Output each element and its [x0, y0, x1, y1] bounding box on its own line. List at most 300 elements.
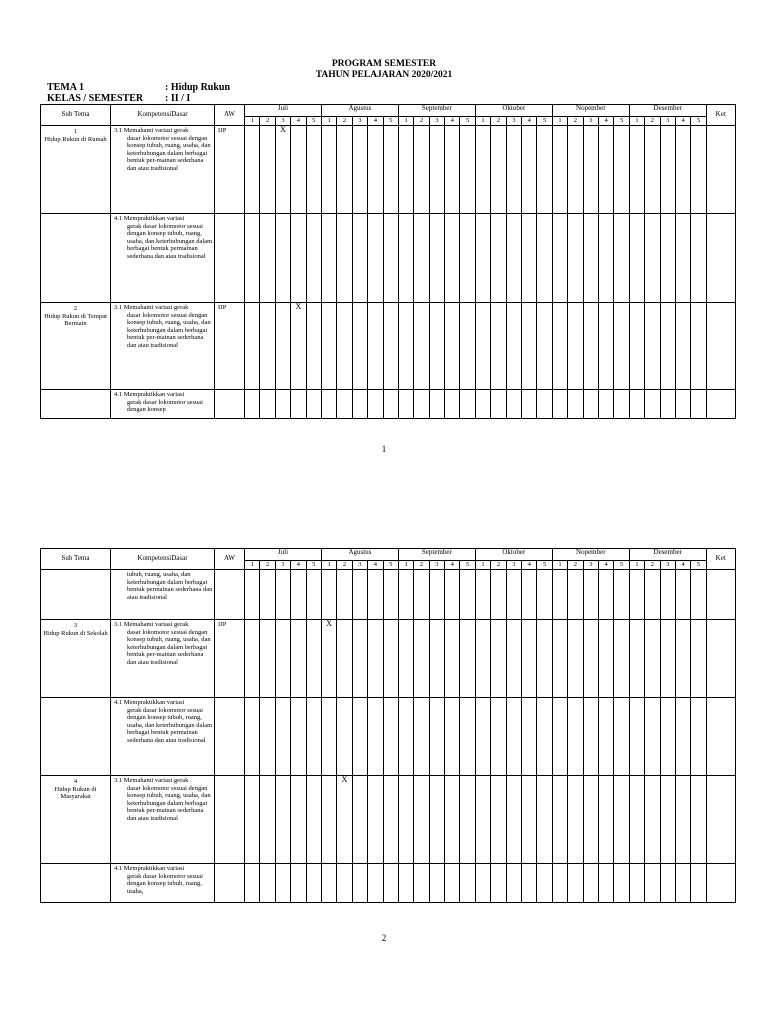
schedule-cell: [491, 303, 506, 390]
document-year: TAHUN PELAJARAN 2020/2021: [315, 70, 453, 80]
week-header: 2: [337, 117, 352, 126]
week-header: 4: [445, 117, 460, 126]
document-title: PROGRAM SEMESTER: [331, 59, 437, 69]
schedule-cell: [429, 126, 444, 214]
week-header: 3: [660, 561, 675, 570]
schedule-cell: [398, 126, 413, 214]
schedule-cell: [552, 214, 567, 303]
schedule-cell: [522, 214, 537, 303]
schedule-cell: [629, 776, 644, 864]
schedule-mark: X: [275, 126, 290, 214]
month-header: Agustus: [321, 549, 398, 561]
sub-tema-number: 4: [73, 778, 78, 785]
schedule-cell: [245, 390, 260, 419]
schedule-cell: [383, 698, 398, 776]
schedule-cell: [583, 390, 598, 419]
schedule-cell: [245, 303, 260, 390]
schedule-cell: [260, 620, 275, 698]
aw-cell: IJP: [215, 126, 245, 214]
schedule-cell: [491, 390, 506, 419]
schedule-cell: [506, 864, 521, 903]
schedule-cell: [475, 864, 490, 903]
schedule-cell: [660, 698, 675, 776]
sub-tema-cell: [41, 864, 111, 903]
week-header: 3: [352, 117, 367, 126]
schedule-cell: [245, 620, 260, 698]
schedule-cell: [691, 620, 706, 698]
week-header: 1: [475, 117, 490, 126]
schedule-cell: [506, 126, 521, 214]
schedule-cell: [414, 214, 429, 303]
aw-cell: [215, 864, 245, 903]
kompetensi-cell: [111, 776, 215, 864]
week-header: 4: [445, 561, 460, 570]
sub-tema-cell: [41, 776, 111, 864]
week-header: 3: [506, 117, 521, 126]
schedule-cell: [460, 864, 475, 903]
kompetensi-cell: [111, 214, 215, 303]
schedule-cell: [291, 698, 306, 776]
week-header: 4: [522, 117, 537, 126]
schedule-cell: [537, 698, 552, 776]
week-header: 3: [506, 561, 521, 570]
schedule-cell: [321, 570, 336, 620]
week-header: 3: [275, 117, 290, 126]
week-header: 2: [645, 561, 660, 570]
schedule-cell: [537, 390, 552, 419]
kd-description: dasar lokomotor sesuai dengan konsep tubuh, ruang, usaha, dan keterhubungan dalam berbagai bentuk per-mainan sederhana dan atau tradisional: [127, 134, 211, 172]
schedule-cell: [629, 303, 644, 390]
schedule-cell: [383, 126, 398, 214]
schedule-cell: [475, 570, 490, 620]
col-ket: Ket: [706, 105, 735, 126]
month-header: Desember: [629, 549, 706, 561]
schedule-cell: [598, 570, 613, 620]
schedule-cell: [352, 303, 367, 390]
schedule-cell: [337, 698, 352, 776]
schedule-mark: X: [321, 620, 336, 698]
ket-cell: [706, 390, 735, 419]
schedule-cell: [306, 214, 321, 303]
schedule-cell: [475, 620, 490, 698]
schedule-cell: [645, 126, 660, 214]
week-header: 1: [398, 561, 413, 570]
schedule-cell: [537, 864, 552, 903]
schedule-cell: [537, 126, 552, 214]
schedule-cell: [245, 570, 260, 620]
schedule-cell: [245, 864, 260, 903]
schedule-cell: [537, 570, 552, 620]
table-row: [41, 776, 736, 864]
week-header: 4: [675, 117, 690, 126]
schedule-cell: [491, 864, 506, 903]
kd-code: 3.1 Memahami variasi gerak: [114, 621, 189, 628]
kd-code: 3.1 Memahami variasi gerak: [114, 777, 189, 784]
schedule-cell: [491, 776, 506, 864]
schedule-cell: [475, 390, 490, 419]
schedule-cell: [460, 214, 475, 303]
schedule-cell: [475, 698, 490, 776]
sub-tema-cell: [41, 214, 111, 303]
schedule-cell: [675, 390, 690, 419]
schedule-cell: [368, 126, 383, 214]
week-header: 1: [475, 561, 490, 570]
week-header: 5: [306, 117, 321, 126]
schedule-cell: [506, 390, 521, 419]
sub-tema-cell: [41, 698, 111, 776]
col-sub-tema: Sub Tema: [41, 549, 111, 570]
kompetensi-cell: [111, 620, 215, 698]
schedule-cell: [306, 864, 321, 903]
schedule-cell: [291, 776, 306, 864]
kd-code: 4.1 Mempraktikkan variasi: [114, 865, 185, 872]
schedule-cell: [383, 303, 398, 390]
month-header: Juli: [245, 549, 322, 561]
schedule-cell: [629, 864, 644, 903]
schedule-cell: [414, 698, 429, 776]
schedule-cell: [645, 620, 660, 698]
kd-description: dasar lokomotor sesuai dengan konsep tubuh, ruang, usaha, dan keterhubungan dalam berbagai bentuk per-mainan sederhana dan atau tradisional: [127, 311, 211, 349]
week-header: 5: [691, 117, 706, 126]
schedule-cell: [660, 303, 675, 390]
ket-cell: [706, 864, 735, 903]
schedule-cell: [598, 390, 613, 419]
schedule-cell: [522, 864, 537, 903]
schedule-cell: [675, 776, 690, 864]
week-header: 4: [368, 561, 383, 570]
schedule-cell: [260, 570, 275, 620]
schedule-cell: [275, 698, 290, 776]
schedule-cell: [383, 390, 398, 419]
schedule-cell: [398, 570, 413, 620]
schedule-cell: [306, 390, 321, 419]
table-row: [41, 570, 736, 620]
schedule-cell: [691, 214, 706, 303]
aw-cell: [215, 214, 245, 303]
schedule-cell: [275, 303, 290, 390]
schedule-cell: [537, 303, 552, 390]
schedule-cell: [614, 776, 629, 864]
schedule-cell: [306, 303, 321, 390]
schedule-cell: [691, 776, 706, 864]
schedule-cell: [275, 864, 290, 903]
week-header: 5: [383, 561, 398, 570]
schedule-cell: [429, 570, 444, 620]
schedule-cell: [629, 698, 644, 776]
schedule-cell: [660, 214, 675, 303]
week-header: 5: [460, 117, 475, 126]
schedule-cell: [337, 214, 352, 303]
col-aw: AW: [215, 549, 245, 570]
schedule-cell: [675, 620, 690, 698]
schedule-cell: [691, 570, 706, 620]
aw-cell: [215, 776, 245, 864]
schedule-cell: [368, 864, 383, 903]
schedule-cell: [598, 620, 613, 698]
sub-tema-cell: [41, 620, 111, 698]
schedule-cell: [445, 214, 460, 303]
kd-code: 3.1 Memahami variasi gerak: [114, 127, 189, 134]
schedule-cell: [522, 126, 537, 214]
schedule-cell: [398, 390, 413, 419]
ket-cell: [706, 776, 735, 864]
kd-code: 3.1 Memahami variasi gerak: [114, 304, 189, 311]
schedule-cell: [352, 390, 367, 419]
schedule-cell: [614, 214, 629, 303]
ket-cell: [706, 303, 735, 390]
kompetensi-cell: [111, 126, 215, 214]
kd-description: gerak dasar lokomotor sesuai dengan konsep: [127, 398, 203, 414]
schedule-cell: [337, 570, 352, 620]
schedule-cell: [429, 620, 444, 698]
schedule-cell: [429, 390, 444, 419]
tema-value: : Hidup Rukun: [165, 82, 231, 93]
week-header: 1: [321, 561, 336, 570]
week-header: 4: [598, 561, 613, 570]
col-sub-tema: Sub Tema: [41, 105, 111, 126]
schedule-cell: [368, 390, 383, 419]
col-kompetensi: KompetensiDasar: [111, 549, 215, 570]
schedule-cell: [291, 620, 306, 698]
table-row: [41, 214, 736, 303]
schedule-cell: [291, 570, 306, 620]
schedule-cell: [614, 126, 629, 214]
schedule-cell: [614, 620, 629, 698]
sub-tema-number: 1: [73, 128, 78, 135]
week-header: 1: [552, 561, 567, 570]
schedule-cell: [414, 864, 429, 903]
col-kompetensi: KompetensiDasar: [111, 105, 215, 126]
schedule-cell: [398, 698, 413, 776]
week-header: 5: [537, 561, 552, 570]
schedule-cell: [629, 214, 644, 303]
aw-cell: [215, 698, 245, 776]
schedule-cell: [337, 390, 352, 419]
schedule-cell: [522, 776, 537, 864]
schedule-cell: [475, 214, 490, 303]
aw-cell: [215, 390, 245, 419]
schedule-cell: [445, 303, 460, 390]
week-header: 1: [398, 117, 413, 126]
week-header: 4: [368, 117, 383, 126]
schedule-cell: [368, 776, 383, 864]
week-header: 4: [675, 561, 690, 570]
schedule-cell: [337, 620, 352, 698]
kelas-value: : II / I: [165, 93, 191, 104]
schedule-cell: [629, 570, 644, 620]
schedule-cell: [383, 620, 398, 698]
ket-cell: [706, 214, 735, 303]
schedule-cell: [506, 698, 521, 776]
schedule-cell: [598, 126, 613, 214]
week-header: 5: [691, 561, 706, 570]
schedule-cell: [691, 303, 706, 390]
kd-description: gerak dasar lokomotor sesuai dengan konsep tubuh, ruang, usaha,: [127, 872, 203, 895]
week-header: 2: [568, 117, 583, 126]
schedule-cell: [660, 390, 675, 419]
week-header: 2: [414, 117, 429, 126]
schedule-cell: [460, 620, 475, 698]
schedule-cell: [475, 303, 490, 390]
schedule-cell: [429, 698, 444, 776]
schedule-cell: [260, 214, 275, 303]
schedule-cell: [306, 126, 321, 214]
schedule-cell: [506, 214, 521, 303]
schedule-cell: [537, 214, 552, 303]
schedule-cell: [645, 864, 660, 903]
schedule-cell: [660, 126, 675, 214]
kd-description: tubuh, ruang, usaha, dan keterhubungan dalam berbagai bentuk permainan sederhana dan atau tradisional: [127, 571, 213, 601]
week-header: 2: [491, 117, 506, 126]
kompetensi-cell: [111, 570, 215, 620]
ket-cell: [706, 570, 735, 620]
table-row: [41, 126, 736, 214]
schedule-cell: [414, 570, 429, 620]
schedule-cell: [291, 390, 306, 419]
schedule-cell: [260, 698, 275, 776]
schedule-cell: [660, 570, 675, 620]
schedule-cell: [414, 303, 429, 390]
schedule-cell: [260, 776, 275, 864]
schedule-cell: [583, 864, 598, 903]
page-number: 2: [381, 933, 387, 943]
schedule-cell: [691, 390, 706, 419]
kompetensi-cell: [111, 698, 215, 776]
week-header: 5: [614, 561, 629, 570]
schedule-cell: [675, 570, 690, 620]
schedule-cell: [537, 620, 552, 698]
schedule-cell: [245, 698, 260, 776]
schedule-cell: [552, 864, 567, 903]
schedule-cell: [383, 570, 398, 620]
schedule-cell: [614, 864, 629, 903]
week-header: 4: [291, 561, 306, 570]
schedule-cell: [598, 303, 613, 390]
schedule-cell: [598, 776, 613, 864]
schedule-cell: [506, 570, 521, 620]
schedule-cell: [245, 214, 260, 303]
sub-tema-name: Hidup Rukun di Tempat Bermain: [44, 312, 107, 328]
table-row: [41, 303, 736, 390]
aw-cell: [215, 570, 245, 620]
kompetensi-cell: [111, 303, 215, 390]
schedule-cell: [368, 570, 383, 620]
week-header: 4: [291, 117, 306, 126]
schedule-cell: [429, 214, 444, 303]
schedule-cell: [552, 126, 567, 214]
schedule-cell: [398, 620, 413, 698]
schedule-cell: [368, 620, 383, 698]
schedule-cell: [383, 776, 398, 864]
schedule-cell: [568, 864, 583, 903]
aw-cell: IJP: [215, 303, 245, 390]
schedule-cell: [583, 214, 598, 303]
schedule-mark: X: [291, 303, 306, 390]
schedule-cell: [321, 126, 336, 214]
schedule-cell: [691, 126, 706, 214]
schedule-cell: [429, 303, 444, 390]
schedule-cell: [460, 776, 475, 864]
week-header: 1: [629, 117, 644, 126]
schedule-cell: [583, 620, 598, 698]
schedule-cell: [321, 390, 336, 419]
schedule-cell: [645, 214, 660, 303]
schedule-cell: [414, 620, 429, 698]
schedule-cell: [552, 303, 567, 390]
schedule-cell: [306, 570, 321, 620]
schedule-cell: [352, 214, 367, 303]
schedule-cell: [383, 214, 398, 303]
schedule-cell: [491, 698, 506, 776]
schedule-cell: [675, 303, 690, 390]
schedule-cell: [598, 698, 613, 776]
month-header: Agustus: [321, 105, 398, 117]
kd-code: 4.1 Mempraktikkan variasi: [114, 699, 185, 706]
schedule-cell: [552, 776, 567, 864]
schedule-cell: [352, 864, 367, 903]
col-aw: AW: [215, 105, 245, 126]
schedule-cell: [568, 390, 583, 419]
sub-tema-cell: [41, 303, 111, 390]
schedule-cell: [368, 303, 383, 390]
ket-cell: [706, 698, 735, 776]
schedule-cell: [445, 698, 460, 776]
schedule-cell: [260, 126, 275, 214]
sub-tema-cell: [41, 126, 111, 214]
schedule-cell: [291, 214, 306, 303]
schedule-cell: [568, 303, 583, 390]
table-row: [41, 390, 736, 419]
schedule-cell: [352, 570, 367, 620]
schedule-cell: [583, 698, 598, 776]
schedule-cell: [352, 620, 367, 698]
week-header: 5: [383, 117, 398, 126]
schedule-cell: [552, 570, 567, 620]
schedule-cell: [675, 214, 690, 303]
table-row: [41, 620, 736, 698]
schedule-cell: [445, 570, 460, 620]
sub-tema-name: Hidup Rukun di Masyarakat: [54, 785, 97, 801]
schedule-cell: [645, 776, 660, 864]
schedule-cell: [629, 126, 644, 214]
schedule-cell: [337, 126, 352, 214]
schedule-cell: [552, 620, 567, 698]
aw-cell: IJP: [215, 620, 245, 698]
schedule-cell: [629, 620, 644, 698]
schedule-cell: [645, 570, 660, 620]
week-header: 1: [245, 561, 260, 570]
month-header: September: [398, 549, 475, 561]
week-header: 1: [245, 117, 260, 126]
schedule-cell: [568, 698, 583, 776]
week-header: 5: [537, 117, 552, 126]
schedule-cell: [414, 126, 429, 214]
schedule-cell: [522, 303, 537, 390]
week-header: 5: [614, 117, 629, 126]
schedule-cell: [368, 214, 383, 303]
week-header: 3: [429, 561, 444, 570]
schedule-cell: [660, 864, 675, 903]
week-header: 2: [337, 561, 352, 570]
schedule-cell: [429, 776, 444, 864]
schedule-cell: [398, 214, 413, 303]
week-header: 2: [414, 561, 429, 570]
schedule-cell: [629, 390, 644, 419]
schedule-cell: [352, 698, 367, 776]
schedule-cell: [614, 390, 629, 419]
week-header: 3: [275, 561, 290, 570]
schedule-cell: [291, 126, 306, 214]
